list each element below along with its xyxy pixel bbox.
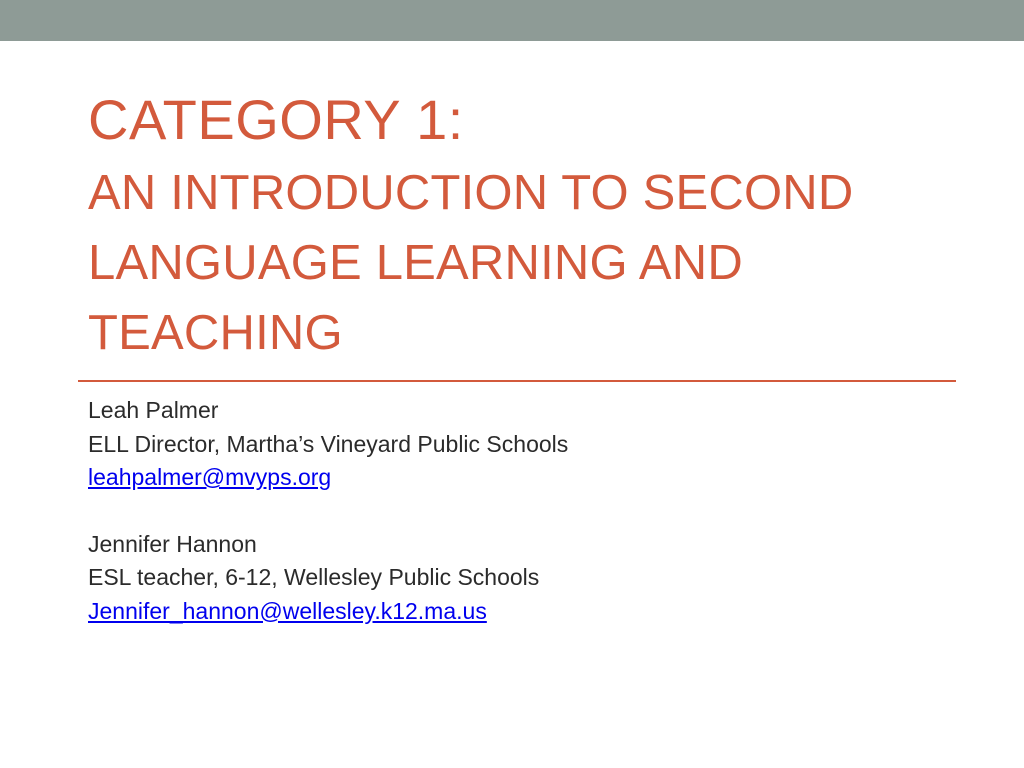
presenter-role: ELL Director, Martha’s Vineyard Public Schools [88, 430, 569, 457]
top-band [0, 0, 1024, 41]
presenter-name: Jennifer Hannon [88, 530, 257, 557]
slide-title [88, 82, 968, 368]
presenter-name: Leah Palmer [88, 397, 219, 423]
presenter-jennifer-hannon [88, 528, 968, 629]
presenter-role: ESL teacher, 6-12, Wellesley Public Schools [88, 564, 540, 590]
presenter-email-link[interactable]: leahpalmer@mvyps.org [88, 464, 332, 490]
title-line-category: CATEGORY 1: [88, 88, 464, 151]
title-line-subtitle: AN INTRODUCTION TO SECOND LANGUAGE LEARNING AND TEACHING [88, 166, 854, 360]
presenter-email-link[interactable]: Jennifer_hannon@wellesley.k12.ma.us [88, 597, 487, 624]
title-divider [78, 380, 956, 382]
presenter-leah-palmer [88, 394, 968, 495]
presenter-list [88, 394, 968, 628]
